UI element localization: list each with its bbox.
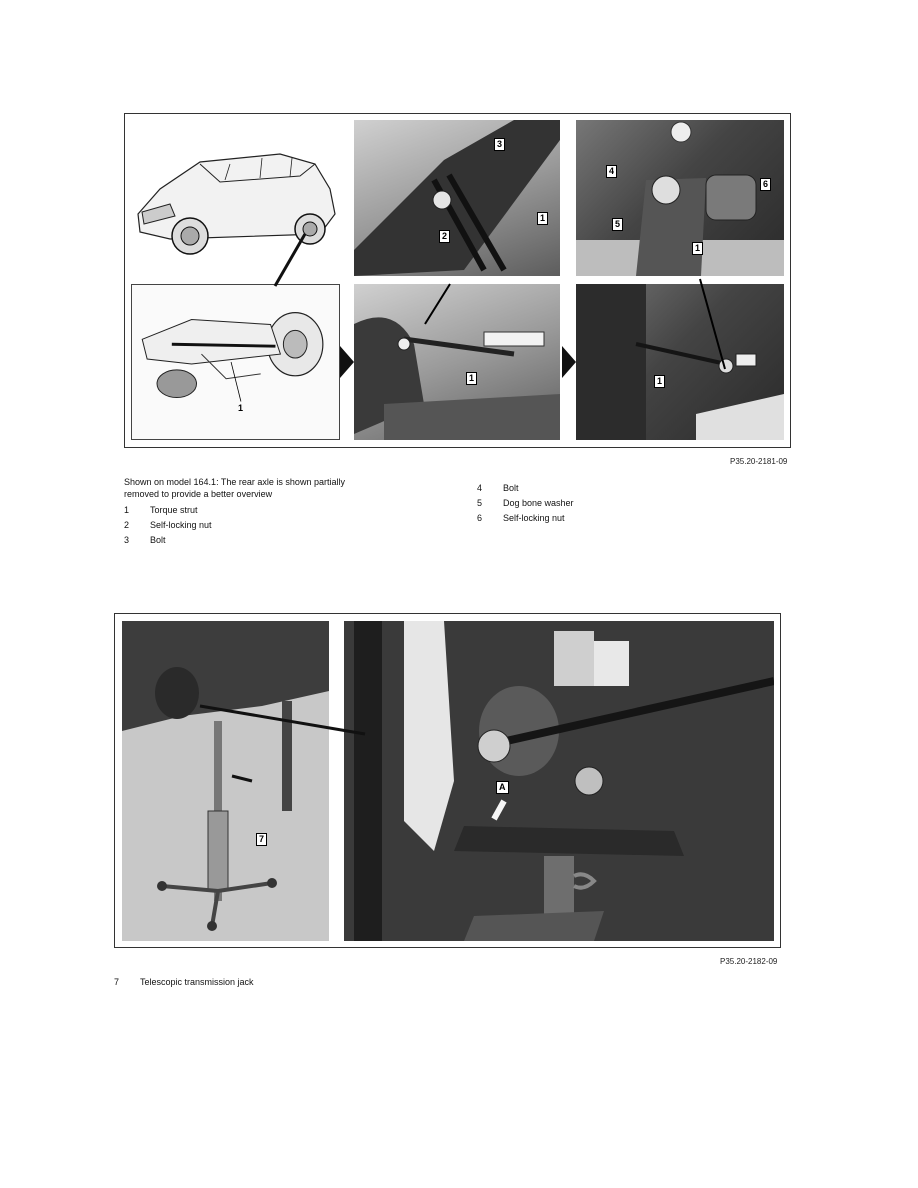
figure-1-caption: [124, 476, 424, 500]
figure-1-legend-left: [124, 505, 324, 550]
legend-number: 1: [124, 505, 130, 515]
caption-line: Shown on model 164.1: The rear axle is shown partially: [124, 477, 345, 487]
callout-label: 1: [238, 403, 244, 413]
callout-label: 1: [654, 375, 665, 388]
callout-label: 1: [692, 242, 703, 255]
callout-label: 6: [760, 178, 771, 191]
legend-number: 6: [477, 513, 483, 523]
callout-label: A: [496, 781, 509, 794]
legend-row: [114, 977, 414, 992]
figure-2-legend: [114, 977, 414, 992]
legend-row: [477, 483, 677, 498]
callout-label: 1: [466, 372, 477, 385]
callout-label: 2: [439, 230, 450, 243]
legend-row: [477, 513, 677, 528]
connecting-leader-line: [115, 614, 782, 949]
legend-row: [124, 520, 324, 535]
figure-1-frame: [124, 113, 791, 448]
caption-line: removed to provide a better overview: [124, 489, 273, 499]
legend-row: [124, 535, 324, 550]
callout-label: 4: [606, 165, 617, 178]
legend-text: Self-locking nut: [150, 520, 212, 530]
callout-label: 5: [612, 218, 623, 231]
callout-label: 1: [537, 212, 548, 225]
legend-text: Torque strut: [150, 505, 198, 515]
legend-number: 7: [114, 977, 120, 987]
legend-number: 4: [477, 483, 483, 493]
figure-2-reference: P35.20-2182-09: [720, 957, 778, 966]
figure-2-frame: [114, 613, 781, 948]
legend-text: Dog bone washer: [503, 498, 574, 508]
callout-label: 3: [494, 138, 505, 151]
legend-text: Bolt: [150, 535, 166, 545]
legend-row: [124, 505, 324, 520]
legend-number: 3: [124, 535, 130, 545]
legend-text: Bolt: [503, 483, 519, 493]
figure-1-legend-right: [477, 483, 677, 528]
figure-1-reference: P35.20-2181-09: [730, 457, 788, 466]
legend-number: 2: [124, 520, 130, 530]
legend-number: 5: [477, 498, 483, 508]
callout-label: 7: [256, 833, 267, 846]
legend-text: Self-locking nut: [503, 513, 565, 523]
legend-row: [477, 498, 677, 513]
detail-leader-lines: [125, 114, 792, 449]
legend-text: Telescopic transmission jack: [140, 977, 254, 987]
